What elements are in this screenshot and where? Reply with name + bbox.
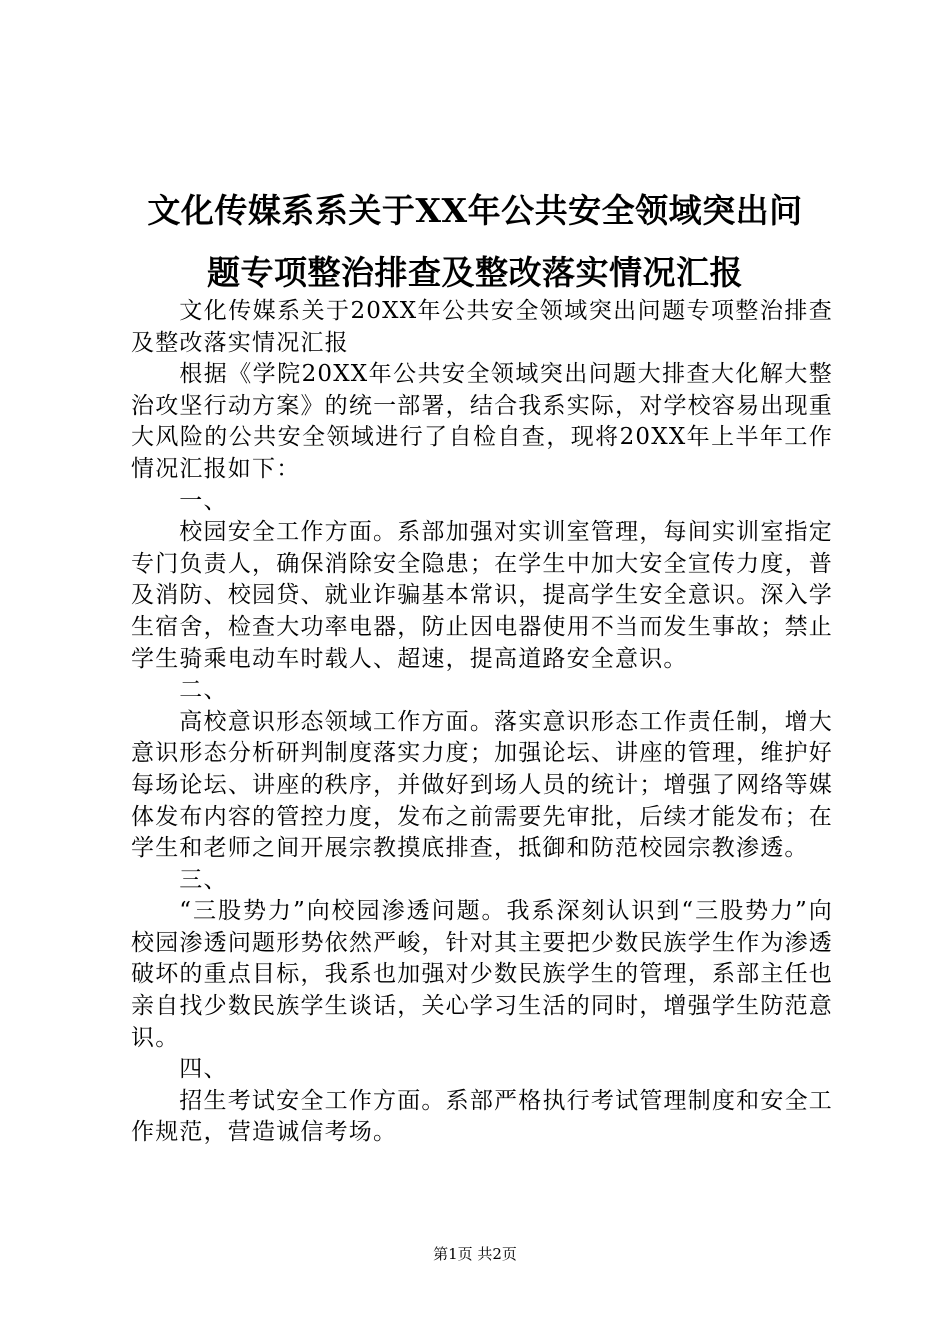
paragraph-section-2: 高校意识形态领域工作方面。落实意识形态工作责任制，增大意识形态分析研判制度落实力度；加强论坛、讲座的管理，维护好每场论坛、讲座的秩序，并做好到场人员的统计；增强了网络等媒体发布内容的管控力度，发布之前需要先审批，后续才能发布；在学生和老师之间开展宗教摸底排查，抵御和防范校园宗教渗透。	[131, 708, 833, 862]
paragraph-section-3: “三股势力”向校园渗透问题。我系深刻认识到“三股势力”向校园渗透问题形势依然严峻，针对其主要把少数民族学生作为渗透破坏的重点目标，我系也加强对少数民族学生的管理，系部主任也亲自找少数民族学生谈话，关心学习生活的同时，增强学生防范意识。	[131, 898, 833, 1051]
title-line-2: 题专项整治排查及整改落实情况汇报	[207, 253, 743, 292]
document-title	[110, 180, 840, 304]
paragraph-section-1: 校园安全工作方面。系部加强对实训室管理，每间实训室指定专门负责人，确保消除安全隐患；在学生中加大安全宣传力度，普及消防、校园贷、就业诈骗基本常识，提高学生安全意识。深入学生宿舍，检查大功率电器，防止因电器使用不当而发生事故；禁止学生骑乘电动车时载人、超速，提高道路安全意识。	[131, 519, 833, 672]
paragraph-subtitle: 文化传媒系关于20XX年公共安全领域突出问题专项整治排查及整改落实情况汇报	[131, 298, 833, 356]
section-heading-1: 一、	[179, 487, 228, 514]
document-body	[131, 296, 833, 1149]
section-heading-4: 四、	[179, 1056, 228, 1083]
page-number-footer: 第1页 共2页	[433, 1245, 517, 1263]
title-line-1: 文化传媒系系关于XX年公共安全领域突出问	[147, 191, 803, 230]
paragraph-section-4: 招生考试安全工作方面。系部严格执行考试管理制度和安全工作规范，营造诚信考场。	[131, 1087, 833, 1146]
section-heading-3: 三、	[179, 866, 228, 893]
paragraph-intro: 根据《学院20XX年公共安全领域突出问题大排查大化解大整治攻坚行动方案》的统一部署，结合我系实际，对学校容易出现重大风险的公共安全领域进行了自检自查，现将20XX年上半年工作情况汇报如下：	[131, 361, 833, 482]
section-heading-2: 二、	[179, 677, 228, 704]
